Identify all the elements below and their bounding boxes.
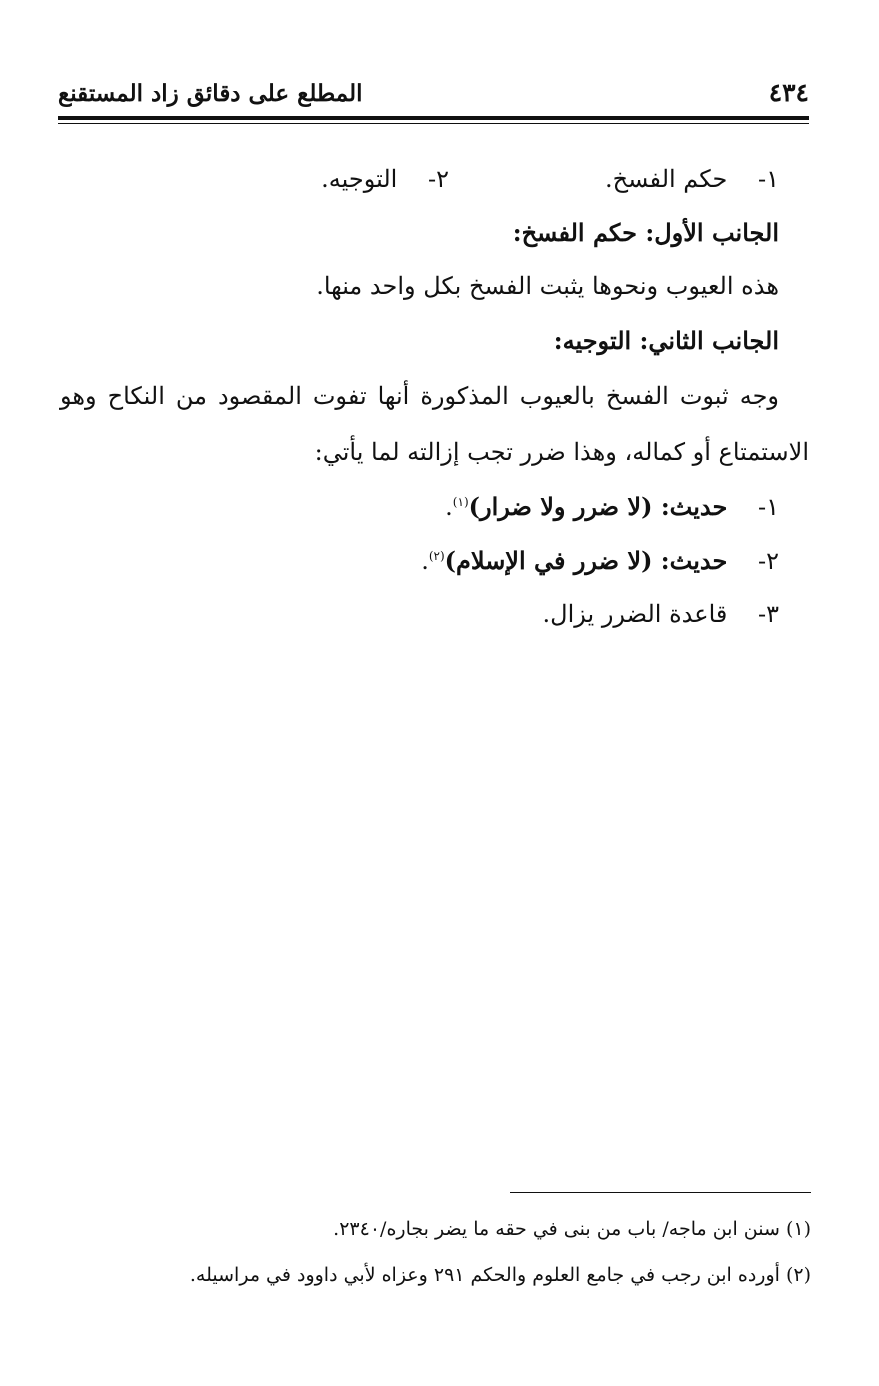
hadith-text: حديث: (لا ضرر ولا ضرار) <box>468 492 728 521</box>
footnote-1: (١) سنن ابن ماجه/ باب من بنى في حقه ما يضر بجاره/٢٣٤٠. <box>333 1218 811 1240</box>
list-text: حكم الفسخ. <box>605 165 728 193</box>
list-item-2 <box>321 165 449 193</box>
punctuation: . <box>421 547 429 575</box>
footnote-separator <box>510 1192 811 1193</box>
page-number: ٤٣٤ <box>768 78 809 107</box>
list-text: التوجيه. <box>321 165 398 193</box>
list-number: ١- <box>758 165 779 193</box>
list-number: ٣- <box>758 600 779 628</box>
paragraph-2-line-1: وجه ثبوت الفسخ بالعيوب المذكورة أنها تفوت المقصود من النكاح وهو <box>60 382 779 410</box>
evidence-item-2 <box>421 546 779 575</box>
header-rule-thin <box>58 123 809 124</box>
header-rule-thick <box>58 116 809 120</box>
book-title: المطلع على دقائق زاد المستقنع <box>58 80 363 107</box>
list-number: ١- <box>758 493 779 521</box>
running-header <box>58 78 809 112</box>
paragraph-1: هذه العيوب ونحوها يثبت الفسخ بكل واحد منها. <box>316 272 779 300</box>
section-heading-2: الجانب الثاني: التوجيه: <box>553 326 779 355</box>
footnote-2: (٢) أورده ابن رجب في جامع العلوم والحكم ٢٩١ وعزاه لأبي داوود في مراسيله. <box>189 1264 811 1286</box>
list-item-1 <box>605 165 779 193</box>
list-number: ٢- <box>758 547 779 575</box>
footnote-ref[interactable]: (٢) <box>428 549 445 563</box>
list-number: ٢- <box>428 165 449 193</box>
section-heading-1: الجانب الأول: حكم الفسخ: <box>512 218 779 247</box>
footnote-ref[interactable]: (١) <box>452 495 469 509</box>
paragraph-2-line-2: الاستمتاع أو كماله، وهذا ضرر تجب إزالته لما يأتي: <box>314 438 809 466</box>
evidence-item-1 <box>445 492 779 521</box>
evidence-item-3 <box>543 600 779 628</box>
punctuation: . <box>445 493 453 521</box>
rule-text: قاعدة الضرر يزال. <box>542 600 728 628</box>
hadith-text: حديث: (لا ضرر في الإسلام) <box>444 546 728 575</box>
